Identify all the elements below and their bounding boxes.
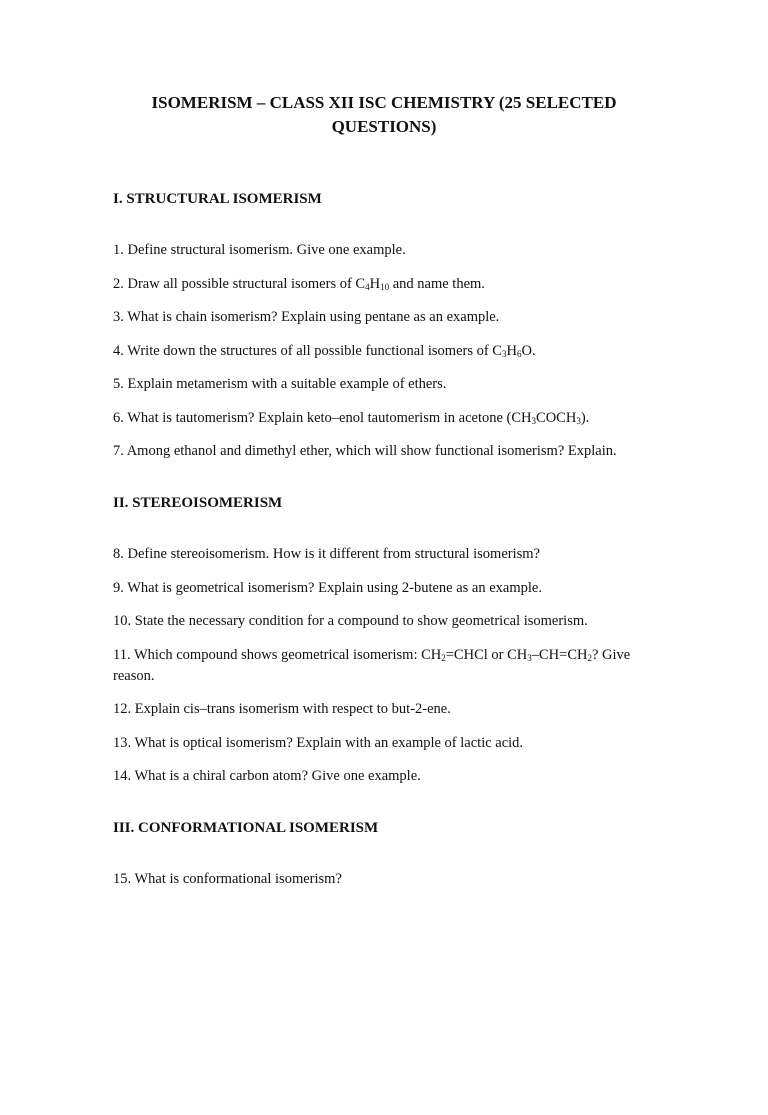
question-text: Among ethanol and dimethyl ether, which will show functional isomerism? Explain. (126, 443, 617, 459)
question-text: What is a chiral carbon atom? Give one example. (134, 768, 421, 784)
question-text: What is geometrical isomerism? Explain using 2-butene as an example. (127, 579, 542, 596)
question-number: 9. (113, 579, 124, 596)
question-10 (113, 611, 655, 632)
question-number: 11. (113, 646, 131, 663)
question-text: What is tautomerism? Explain keto–enol tautomerism in acetone $(CH_3COCH_3)$. (127, 409, 590, 426)
question-2 (113, 274, 655, 295)
question-15 (113, 869, 655, 890)
question-text: What is chain isomerism? Explain using pentane as an example. (127, 309, 500, 325)
section-heading-conformational: III. CONFORMATIONAL ISOMERISM (113, 820, 379, 836)
section-heading-stereoisomerism: II. STEREOISOMERISM (113, 495, 283, 511)
question-text: Draw all possible structural isomers of $C_4H_{10}$ and name them. (127, 275, 485, 292)
question-12 (113, 699, 655, 720)
question-text: Define stereoisomerism. How is it different from structural isomerism? (127, 546, 540, 562)
question-number: 15. (113, 871, 132, 887)
question-text: Define structural isomerism. Give one example. (127, 242, 406, 258)
question-8 (113, 544, 655, 565)
question-text: Explain cis–trans isomerism with respect to but-2-ene. (134, 701, 451, 717)
question-number: 5. (113, 376, 124, 392)
question-14 (113, 766, 655, 787)
question-number: 2. (113, 275, 124, 292)
question-number: 14. (113, 768, 132, 784)
question-number: 6. (113, 409, 124, 426)
question-1 (113, 240, 655, 261)
document-title: ISOMERISM – CLASS XII ISC CHEMISTRY (25 SELECTED QUESTIONS) (151, 93, 617, 136)
question-text: Which compound shows geometrical isomerism: $CH_2=CHCl$ or $CH_3-CH=CH_2$? Give reason. (113, 646, 631, 684)
document-page (0, 91, 768, 1115)
question-7 (113, 441, 655, 462)
question-number: 12. (113, 701, 132, 717)
question-text: Explain metamerism with a suitable example of ethers. (127, 376, 447, 392)
question-number: 4. (113, 342, 124, 359)
question-text: What is optical isomerism? Explain with an example of lactic acid. (134, 734, 524, 751)
question-5 (113, 374, 655, 395)
question-text: What is conformational isomerism? (134, 871, 342, 887)
section-heading-structural: I. STRUCTURAL ISOMERISM (113, 191, 322, 207)
question-text: Write down the structures of all possible functional isomers of $C_3H_6O$. (127, 342, 536, 359)
question-number: 8. (113, 546, 124, 562)
question-13 (113, 733, 655, 754)
question-text: State the necessary condition for a compound to show geometrical isomerism. (134, 613, 588, 629)
question-number: 3. (113, 309, 124, 325)
question-number: 13. (113, 734, 132, 751)
question-9 (113, 578, 655, 599)
question-number: 1. (113, 242, 124, 258)
question-3 (113, 307, 655, 328)
question-6 (113, 408, 655, 429)
question-number: 7. (113, 443, 124, 459)
question-number: 10. (113, 613, 132, 629)
question-11 (113, 645, 655, 687)
question-4 (113, 341, 655, 362)
